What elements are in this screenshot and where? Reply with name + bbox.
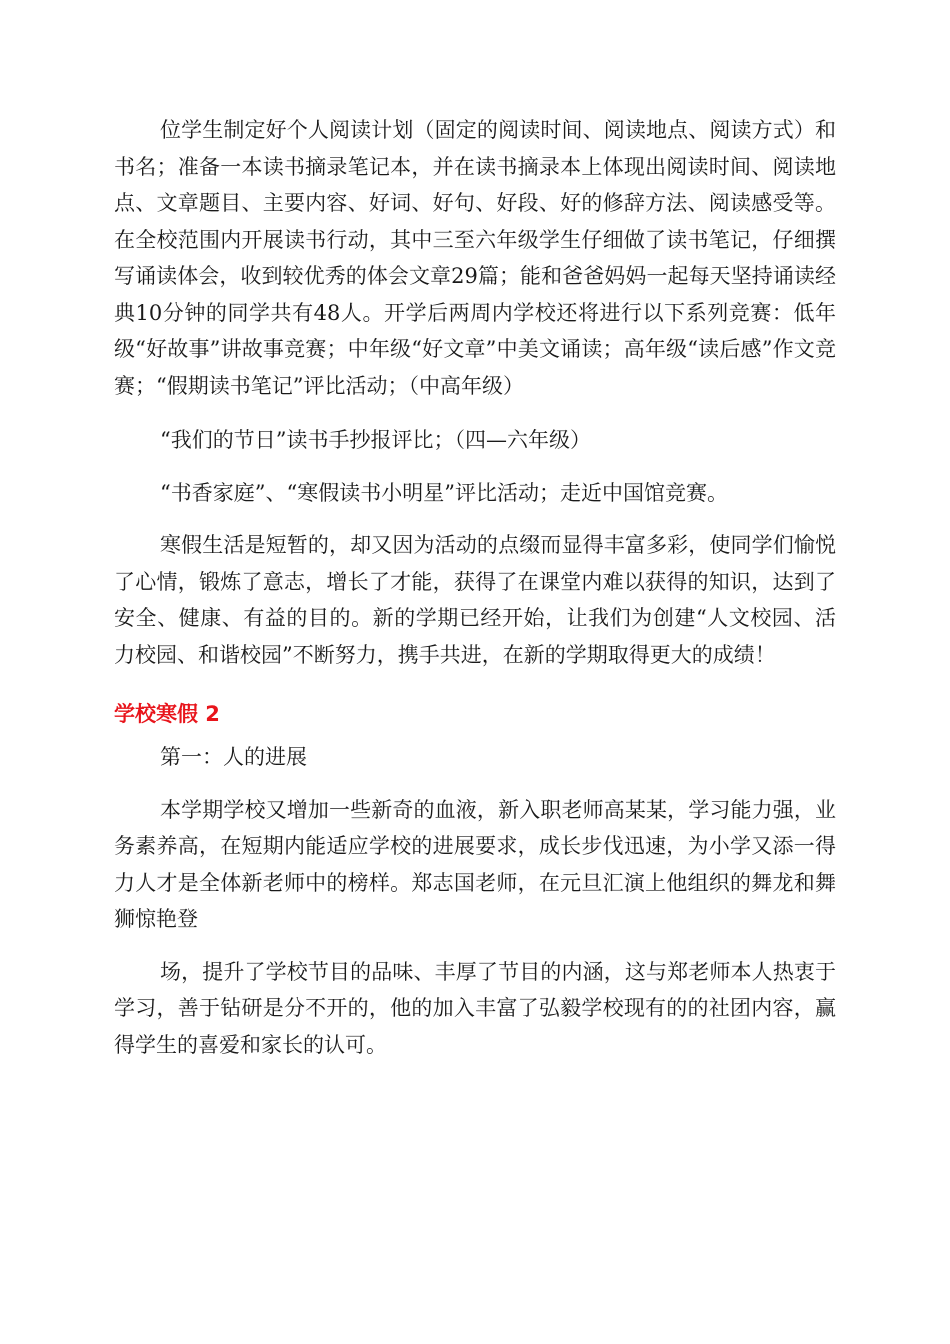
section-heading: 学校寒假 2 xyxy=(114,702,220,726)
document-page xyxy=(114,112,836,1079)
paragraph-subheading: 第一：人的进展 xyxy=(160,745,307,769)
paragraph-book-family: “书香家庭”、“寒假读书小明星”评比活动；走近中国馆竞赛。 xyxy=(160,480,728,505)
paragraph-festival-poster: “我们的节日”读书手抄报评比；（四—六年级） xyxy=(160,428,591,452)
paragraph-new-teachers: 本学期学校又增加一些新奇的血液，新入职老师高某某，学习能力强，业务素养高，在短期内能适应学校的进展要求，成长步伐迅速，为小学又添一得力人才是全体新老师中的榜样。郑志国老师，在元旦汇演上他组织的舞龙和舞狮惊艳登 xyxy=(114,797,836,931)
paragraph-winter-summary: 寒假生活是短暂的，却又因为活动的点缀而显得丰富多彩，使同学们愉悦了心情，锻炼了意志，增长了才能，获得了在课堂内难以获得的知识，达到了安全、健康、有益的目的。新的学期已经开始，让我们为创建“人文校园、活力校园、和谐校园”不断努力，携手共进，在新的学期取得更大的成绩！ xyxy=(114,533,836,667)
paragraph-performance: 场，提升了学校节目的品味、丰厚了节目的内涵，这与郑老师本人热衷于学习，善于钻研是分不开的，他的加入丰富了弘毅学校现有的的社团内容，赢得学生的喜爱和家长的认可。 xyxy=(114,959,836,1057)
paragraph-reading-plan: 位学生制定好个人阅读计划（固定的阅读时间、阅读地点、阅读方式）和书名；准备一本读书摘录笔记本，并在读书摘录本上体现出阅读时间、阅读地点、文章题目、主要内容、好词、好句、好段、好的修辞方法、阅读感受等。在全校范围内开展读书行动，其中三至六年级学生仔细做了读书笔记，仔细撰写诵读体会，收到较优秀的体会文章29篇；能和爸爸妈妈一起每天坚持诵读经典10分钟的同学共有48人。开学后两周内学校还将进行以下系列竞赛：低年级“好故事”讲故事竞赛；中年级“好文章”中美文诵读；高年级“读后感”作文竞赛；“假期读书笔记”评比活动；（中高年级） xyxy=(114,118,836,398)
